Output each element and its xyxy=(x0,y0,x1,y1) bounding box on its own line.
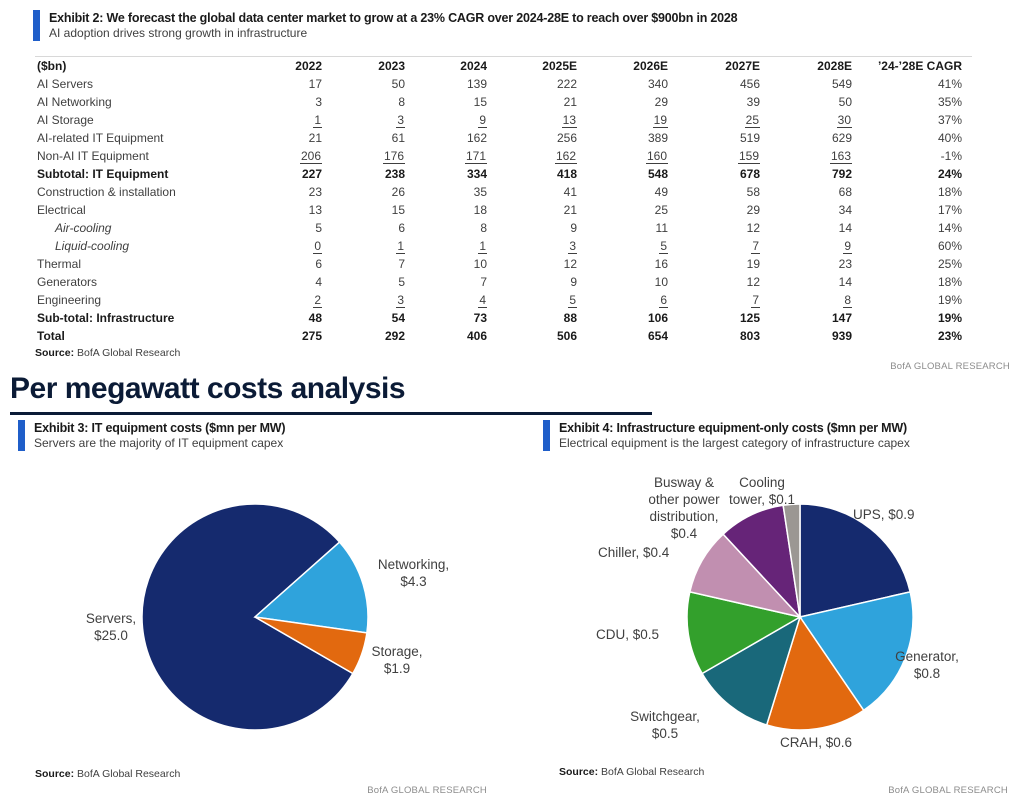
cell-value: 159 xyxy=(738,149,759,163)
table-row xyxy=(35,237,972,255)
cell-value: 16 xyxy=(654,257,668,271)
cell-value: 1 xyxy=(314,113,321,127)
cell-value: 88 xyxy=(563,311,577,325)
row-label: Non-AI IT Equipment xyxy=(37,149,149,163)
cell-value: 5 xyxy=(398,275,405,289)
cell-value: 7 xyxy=(398,257,405,271)
it-equipment-pie-chart xyxy=(138,500,372,734)
column-header: 2022 xyxy=(295,59,322,73)
exhibit4-source xyxy=(559,766,704,778)
cagr-value: 19% xyxy=(937,311,962,325)
cell-value: 7 xyxy=(752,239,759,253)
row-label: Total xyxy=(37,329,65,343)
cell-value: 5 xyxy=(569,293,576,307)
cell-value: 14 xyxy=(838,275,852,289)
cell-value: 19 xyxy=(653,113,667,127)
cagr-value: 19% xyxy=(937,293,962,307)
table-row xyxy=(35,183,972,201)
cell-value: 30 xyxy=(837,113,851,127)
cell-value: 61 xyxy=(391,131,405,145)
section-heading: Per megawatt costs analysis xyxy=(10,372,652,415)
cell-value: 334 xyxy=(466,167,487,181)
exhibit4-subtitle: Electrical equipment is the largest category of infrastructure capex xyxy=(559,436,910,450)
cell-value: 222 xyxy=(556,77,577,91)
row-label: Subtotal: IT Equipment xyxy=(37,167,169,181)
pie-data-label: Generator, $0.8 xyxy=(895,649,959,681)
cell-value: 5 xyxy=(315,221,322,235)
cell-value: 206 xyxy=(300,149,321,163)
cagr-value: 23% xyxy=(937,329,962,343)
cell-value: 21 xyxy=(563,95,577,109)
cell-value: 406 xyxy=(466,329,487,343)
table-row xyxy=(35,291,972,309)
cagr-value: 17% xyxy=(937,203,962,217)
cell-value: 678 xyxy=(739,167,760,181)
cell-value: 3 xyxy=(397,113,404,127)
column-header: 2027E xyxy=(725,59,760,73)
cell-value: 21 xyxy=(563,203,577,217)
table-row xyxy=(35,219,972,237)
cell-value: 4 xyxy=(315,275,322,289)
exhibit3-source xyxy=(35,768,180,780)
cagr-value: 14% xyxy=(937,221,962,235)
cell-value: 54 xyxy=(391,311,405,325)
cell-value: 1 xyxy=(397,239,404,253)
column-header: ($bn) xyxy=(37,59,67,73)
cell-value: 10 xyxy=(654,275,668,289)
table-row xyxy=(35,201,972,219)
cell-value: 15 xyxy=(473,95,487,109)
cell-value: 139 xyxy=(466,77,487,91)
exhibit2-title: Exhibit 2: We forecast the global data center market to grow at a 23% CAGR over 2024-28E to reach over $900bn in 2028 xyxy=(49,11,738,25)
cell-value: 25 xyxy=(654,203,668,217)
row-label: AI-related IT Equipment xyxy=(37,131,164,145)
cell-value: 6 xyxy=(398,221,405,235)
cell-value: 7 xyxy=(752,293,759,307)
cagr-value: 40% xyxy=(937,131,962,145)
cell-value: 3 xyxy=(569,239,576,253)
cell-value: 8 xyxy=(398,95,405,109)
cell-value: 389 xyxy=(647,131,668,145)
cell-value: 3 xyxy=(397,293,404,307)
source-text: BofA Global Research xyxy=(77,347,181,359)
cell-value: 10 xyxy=(473,257,487,271)
table-row xyxy=(35,93,972,111)
cell-value: 629 xyxy=(831,131,852,145)
cell-value: 519 xyxy=(739,131,760,145)
table-row xyxy=(35,327,972,345)
cell-value: 506 xyxy=(556,329,577,343)
exhibit3-title: Exhibit 3: IT equipment costs ($mn per MW) xyxy=(34,421,286,435)
row-label: Sub-total: Infrastructure xyxy=(37,311,175,325)
cell-value: 21 xyxy=(308,131,322,145)
source-label: Source: xyxy=(35,768,75,780)
exhibit4-header xyxy=(543,420,910,451)
cell-value: 11 xyxy=(655,221,668,235)
cell-value: 939 xyxy=(831,329,852,343)
exhibit3-subtitle: Servers are the majority of IT equipment capex xyxy=(34,436,284,450)
cell-value: 418 xyxy=(556,167,577,181)
cell-value: 6 xyxy=(660,293,667,307)
cell-value: 6 xyxy=(315,257,322,271)
cagr-value: 35% xyxy=(937,95,962,109)
table-row xyxy=(35,111,972,129)
cell-value: 14 xyxy=(838,221,852,235)
cell-value: 8 xyxy=(844,293,851,307)
cell-value: 163 xyxy=(830,149,851,163)
column-header: 2023 xyxy=(378,59,405,73)
cell-value: 9 xyxy=(570,221,577,235)
cagr-value: 60% xyxy=(937,239,962,253)
exhibit2-table xyxy=(35,56,972,345)
pie-data-label: UPS, $0.9 xyxy=(853,507,915,522)
cell-value: 548 xyxy=(647,167,668,181)
cell-value: 9 xyxy=(844,239,851,253)
table-row xyxy=(35,255,972,273)
table-row xyxy=(35,129,972,147)
cell-value: 549 xyxy=(831,77,852,91)
row-label: Generators xyxy=(37,275,98,289)
cell-value: 73 xyxy=(473,311,487,325)
source-text: BofA Global Research xyxy=(77,768,181,780)
row-label: Thermal xyxy=(37,257,82,271)
cell-value: 39 xyxy=(746,95,760,109)
exhibit2-header xyxy=(33,10,737,41)
table-row xyxy=(35,75,972,93)
cell-value: 58 xyxy=(746,185,760,199)
cell-value: 9 xyxy=(479,113,486,127)
cell-value: 23 xyxy=(308,185,322,199)
row-label: Engineering xyxy=(37,293,102,307)
cagr-value: -1% xyxy=(940,149,962,163)
cell-value: 48 xyxy=(308,311,322,325)
cell-value: 9 xyxy=(570,275,577,289)
brand-footer-left: BofA GLOBAL RESEARCH xyxy=(367,785,487,796)
infrastructure-pie-chart xyxy=(683,500,917,734)
cagr-value: 18% xyxy=(937,185,962,199)
cagr-value: 18% xyxy=(937,275,962,289)
cell-value: 803 xyxy=(739,329,760,343)
cell-value: 18 xyxy=(473,203,487,217)
cell-value: 227 xyxy=(301,167,322,181)
cell-value: 1 xyxy=(479,239,486,253)
cell-value: 25 xyxy=(745,113,759,127)
cagr-value: 41% xyxy=(937,77,962,91)
cell-value: 238 xyxy=(384,167,405,181)
cell-value: 2 xyxy=(314,293,321,307)
row-label: Air-cooling xyxy=(55,221,112,235)
brand-footer-top: BofA GLOBAL RESEARCH xyxy=(890,361,1010,372)
cell-value: 162 xyxy=(555,149,576,163)
pie-data-label: Busway & other power distribution, $0.4 xyxy=(648,475,720,541)
column-header: 2028E xyxy=(817,59,852,73)
row-label: Liquid-cooling xyxy=(55,239,130,253)
cell-value: 275 xyxy=(301,329,322,343)
cell-value: 49 xyxy=(654,185,668,199)
table-row xyxy=(35,165,972,183)
cell-value: 171 xyxy=(465,149,486,163)
cell-value: 292 xyxy=(384,329,405,343)
cell-value: 3 xyxy=(315,95,322,109)
exhibit3-header xyxy=(18,420,285,451)
pie-data-label: Servers, $25.0 xyxy=(85,611,137,643)
cell-value: 50 xyxy=(838,95,852,109)
exhibit2-subtitle: AI adoption drives strong growth in infrastructure xyxy=(49,26,308,40)
cell-value: 15 xyxy=(391,203,405,217)
exhibit4-title: Exhibit 4: Infrastructure equipment-only costs ($mn per MW) xyxy=(559,421,907,435)
cell-value: 17 xyxy=(308,77,322,91)
column-header: 2025E xyxy=(542,59,577,73)
pie-data-label: Networking, $4.3 xyxy=(377,557,450,589)
cell-value: 456 xyxy=(739,77,760,91)
cell-value: 162 xyxy=(466,131,487,145)
cell-value: 340 xyxy=(647,77,668,91)
pie-data-label: Chiller, $0.4 xyxy=(598,545,670,560)
cagr-value: 24% xyxy=(937,167,962,181)
exhibit2-table-head-row xyxy=(35,57,972,76)
cell-value: 41 xyxy=(563,185,577,199)
column-header: ’24-’28E CAGR xyxy=(877,59,962,73)
source-text: BofA Global Research xyxy=(601,766,705,778)
cell-value: 29 xyxy=(654,95,668,109)
source-label: Source: xyxy=(35,347,75,359)
column-header: 2026E xyxy=(633,59,668,73)
cell-value: 7 xyxy=(480,275,487,289)
brand-footer-right: BofA GLOBAL RESEARCH xyxy=(888,785,1008,796)
cell-value: 5 xyxy=(660,239,667,253)
table-row xyxy=(35,147,972,165)
table-row xyxy=(35,309,972,327)
exhibit2-table-body xyxy=(35,75,972,345)
cell-value: 13 xyxy=(562,113,576,127)
cell-value: 176 xyxy=(383,149,404,163)
cell-value: 106 xyxy=(647,311,668,325)
cell-value: 654 xyxy=(647,329,668,343)
cell-value: 160 xyxy=(646,149,667,163)
cell-value: 19 xyxy=(746,257,760,271)
cell-value: 23 xyxy=(838,257,852,271)
cell-value: 50 xyxy=(391,77,405,91)
cell-value: 13 xyxy=(308,203,322,217)
cell-value: 12 xyxy=(563,257,577,271)
row-label: AI Servers xyxy=(37,77,94,91)
pie-data-label: CDU, $0.5 xyxy=(596,627,660,642)
row-label: AI Storage xyxy=(37,113,94,127)
cell-value: 125 xyxy=(739,311,760,325)
cell-value: 26 xyxy=(391,185,405,199)
cell-value: 147 xyxy=(831,311,852,325)
pie-data-label: Cooling tower, $0.1 xyxy=(728,475,796,507)
row-label: AI Networking xyxy=(37,95,112,109)
row-label: Construction & installation xyxy=(37,185,176,199)
exhibit2-source xyxy=(35,347,180,359)
cell-value: 12 xyxy=(746,275,760,289)
cell-value: 256 xyxy=(556,131,577,145)
cell-value: 68 xyxy=(838,185,852,199)
pie-data-label: Switchgear, $0.5 xyxy=(630,709,700,741)
cell-value: 35 xyxy=(473,185,487,199)
column-header: 2024 xyxy=(460,59,487,73)
cell-value: 34 xyxy=(838,203,852,217)
cell-value: 8 xyxy=(480,221,487,235)
pie-data-label: CRAH, $0.6 xyxy=(780,735,853,750)
table-row xyxy=(35,273,972,291)
cagr-value: 37% xyxy=(937,113,962,127)
pie-data-label: Storage, $1.9 xyxy=(371,644,423,676)
source-label: Source: xyxy=(559,766,599,778)
cell-value: 792 xyxy=(831,167,852,181)
cell-value: 12 xyxy=(746,221,760,235)
row-label: Electrical xyxy=(37,203,86,217)
cell-value: 29 xyxy=(746,203,760,217)
cell-value: 4 xyxy=(479,293,486,307)
cagr-value: 25% xyxy=(937,257,962,271)
cell-value: 0 xyxy=(314,239,321,253)
